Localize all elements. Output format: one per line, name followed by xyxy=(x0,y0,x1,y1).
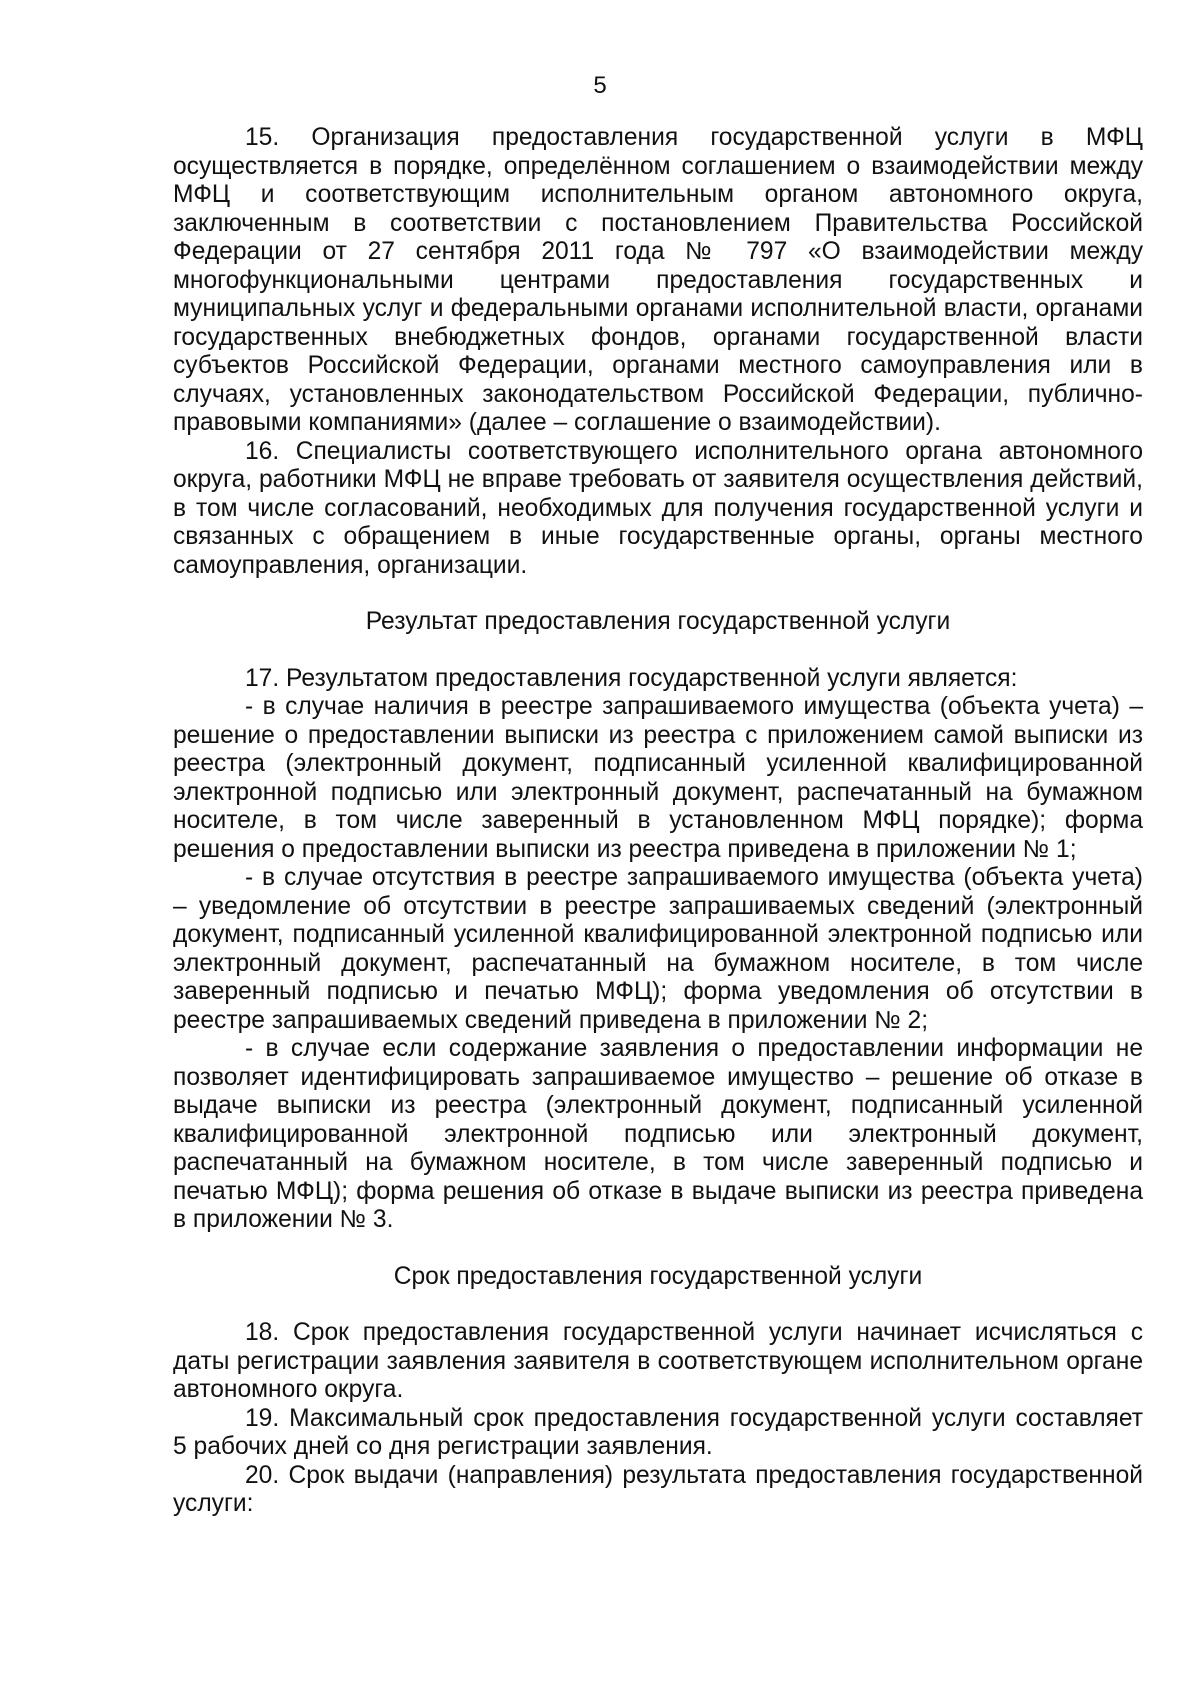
section-heading-result: Результат предоставления государственной услуги xyxy=(365,608,951,635)
document-body xyxy=(173,124,1143,1519)
paragraph-16: 16. Специалисты соответствующего исполнительного органа автономного округа, работники МФЦ не вправе требовать от заявителя осуществления действий, в том числе согласований, необходимых для получения государственной услуги и связанных с обращением в иные государственные органы, органы местного самоуправления, организации. xyxy=(173,437,1143,579)
list-item-result-2: - в случае отсутствия в реестре запрашиваемого имущества (объекта учета) – уведомление об отсутствии в реестре запрашиваемых сведений (электронный документ, подписанный усиленной квалифицированной электронной подписью или электронный документ, распечатанный на бумажном носителе, в том числе заверенный подписью и печатью МФЦ); форма уведомления об отсутствии в реестре запрашиваемых сведений приведена в приложении № 2; xyxy=(173,864,1143,1034)
spacer xyxy=(173,1291,1143,1319)
list-item-result-3: - в случае если содержание заявления о предоставлении информации не позволяет идентифицировать запрашиваемое имущество – решение об отказе в выдаче выписки из реестра (электронный документ, подписанный усиленной квалифицированной электронной подписью или электронный документ, распечатанный на бумажном носителе, в том числе заверенный подписью и печатью МФЦ); форма решения об отказе в выдаче выписки из реестра приведена в приложении № 3. xyxy=(173,1035,1143,1233)
paragraph-19: 19. Максимальный срок предоставления государственной услуги составляет 5 рабочих дней со дня регистрации заявления. xyxy=(173,1404,1143,1460)
paragraph-20: 20. Срок выдачи (направления) результата предоставления государственной услуги: xyxy=(173,1461,1143,1517)
section-heading-term: Срок предоставления государственной услуги xyxy=(393,1262,923,1290)
spacer xyxy=(173,1235,1143,1263)
spacer xyxy=(173,580,1143,608)
paragraph-15: 15. Организация предоставления государственной услуги в МФЦ осуществляется в порядке, определённом соглашением о взаимодействии между МФЦ и соответствующим исполнительным органом автономного округа, заключенным в соответствии с постановлением Правительства Российской Федерации от 27 сентября 2011 года № 797 «О взаимодействии между многофункциональными центрами предоставления государственных и муниципальных услуг и федеральными органами исполнительной власти, органами государственных внебюджетных фондов, органами государственной власти субъектов Российской Федерации, органами местного самоуправления или в случаях, установленных законодательством Российской Федерации, публично-правовыми компаниями» (далее – соглашение о взаимодействии). xyxy=(173,124,1143,436)
paragraph-18: 18. Срок предоставления государственной услуги начинает исчисляться с даты регистрации заявления заявителя в соответствующем исполнительном органе автономного округа. xyxy=(173,1319,1143,1403)
page-number: 5 xyxy=(593,72,607,99)
list-item-result-1: - в случае наличия в реестре запрашиваемого имущества (объекта учета) – решение о предоставлении выписки из реестра с приложением самой выписки из реестра (электронный документ, подписанный усиленной квалифицированной электронной подписью или электронный документ, распечатанный на бумажном носителе, в том числе заверенный в установленном МФЦ порядке); форма решения о предоставлении выписки из реестра приведена в приложении № 1; xyxy=(173,693,1143,863)
spacer xyxy=(173,637,1143,665)
paragraph-17: 17. Результатом предоставления государственной услуги является: xyxy=(245,664,1018,692)
